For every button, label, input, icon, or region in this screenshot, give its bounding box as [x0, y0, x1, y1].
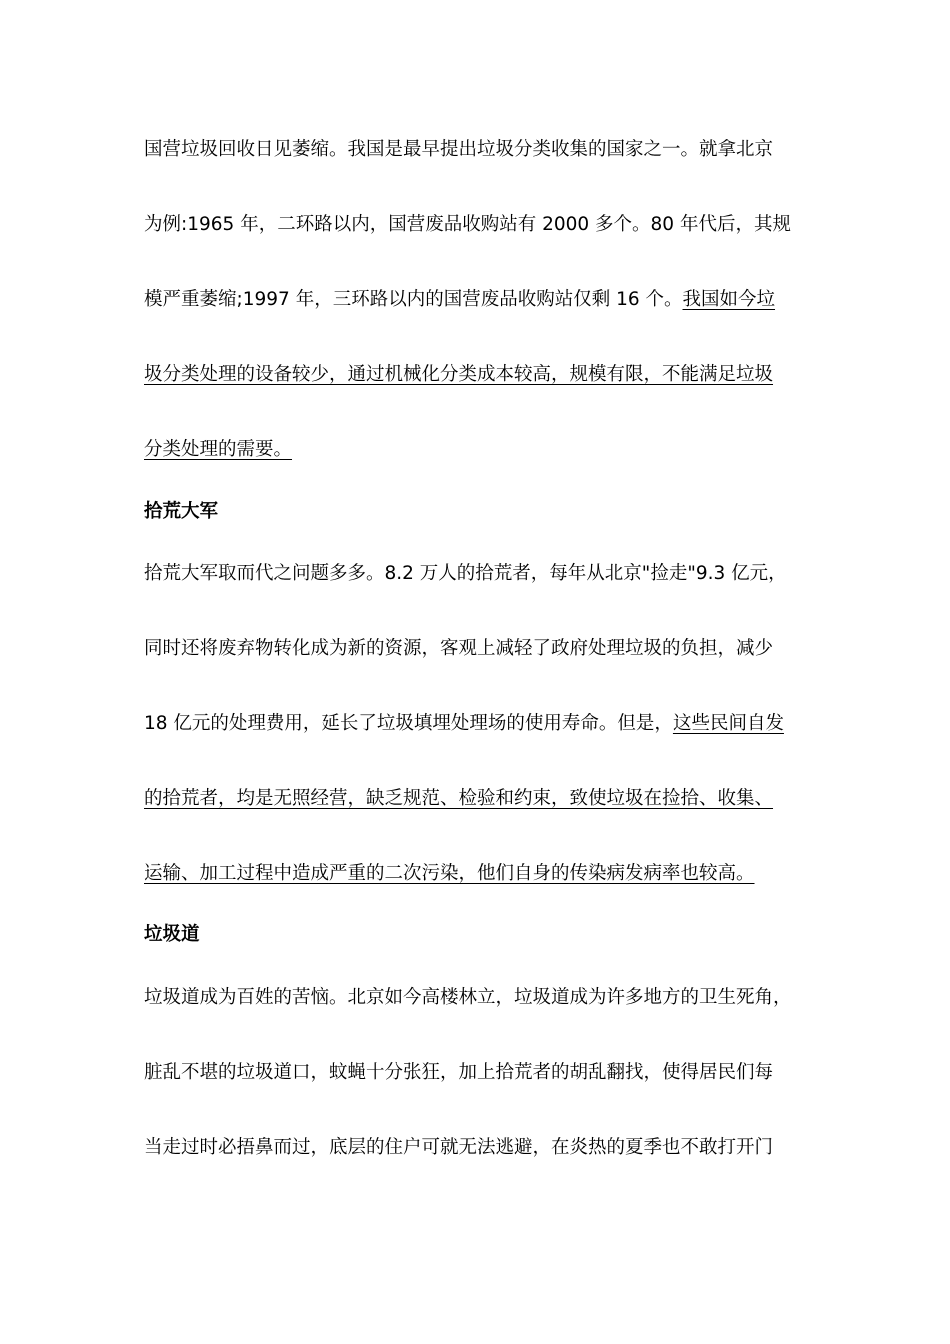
paragraph-line: [144, 1060, 824, 1086]
underlined-text: 圾分类处理的设备较少，通过机械化分类成本较高，规模有限，不能满足垃圾: [144, 364, 774, 385]
paragraph-line: [144, 636, 824, 662]
section-heading: [144, 499, 824, 525]
underlined-text: 分类处理的需要。: [144, 439, 293, 460]
paragraph-line: [144, 985, 824, 1011]
paragraph-line: [144, 437, 824, 463]
text-span: 模严重萎缩;1997 年，三环路以内的国营废品收购站仅剩 16 个。: [144, 289, 683, 310]
underlined-text: 我国如今垃: [682, 289, 776, 310]
paragraph-line: [144, 561, 824, 587]
paragraph-line: [144, 287, 824, 313]
paragraph-line: [144, 861, 824, 887]
text-span: 垃圾道成为百姓的苦恼。北京如今高楼林立，垃圾道成为许多地方的卫生死角，: [144, 987, 792, 1008]
text-span: 为例:1965 年，二环路以内，国营废品收购站有 2000 多个。80 年代后，其规: [144, 214, 791, 235]
paragraph-line: [144, 1135, 824, 1161]
text-span: 脏乱不堪的垃圾道口，蚊蝇十分张狂，加上拾荒者的胡乱翻找，使得居民们每: [144, 1062, 774, 1083]
underlined-text: 的拾荒者，均是无照经营，缺乏规范、检验和约束，致使垃圾在捡拾、收集、: [144, 788, 774, 809]
heading-text: 拾荒大军: [144, 501, 219, 522]
heading-text: 垃圾道: [144, 924, 200, 945]
text-span: 同时还将废弃物转化成为新的资源，客观上减轻了政府处理垃圾的负担，减少: [144, 638, 774, 659]
text-span: 国营垃圾回收日见萎缩。我国是最早提出垃圾分类收集的国家之一。就拿北京: [144, 139, 774, 160]
text-span: 当走过时必捂鼻而过，底层的住户可就无法逃避，在炎热的夏季也不敢打开门: [144, 1137, 774, 1158]
text-span: 拾荒大军取而代之问题多多。8.2 万人的拾荒者，每年从北京"捡走"9.3 亿元，: [144, 563, 787, 584]
text-span: 18 亿元的处理费用，延长了垃圾填埋处理场的使用寿命。但是，: [144, 713, 673, 734]
paragraph-line: [144, 711, 824, 737]
underlined-text: 这些民间自发: [672, 713, 784, 734]
paragraph-line: [144, 212, 824, 238]
underlined-text: 运输、加工过程中造成严重的二次污染，他们自身的传染病发病率也较高。: [144, 863, 755, 884]
paragraph-line: [144, 362, 824, 388]
paragraph-line: [144, 137, 824, 163]
section-heading: [144, 922, 824, 948]
paragraph-line: [144, 786, 824, 812]
